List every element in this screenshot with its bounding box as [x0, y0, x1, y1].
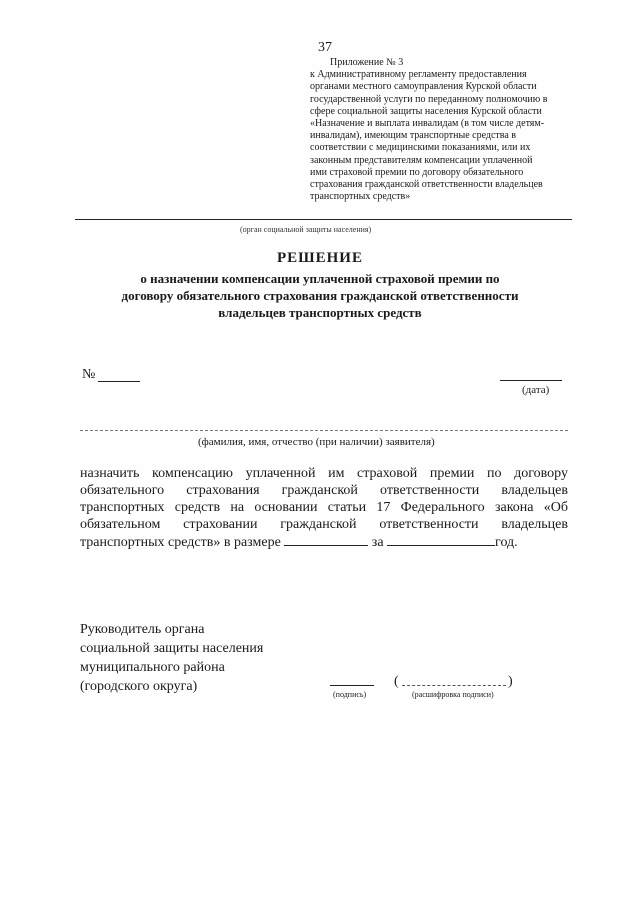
body-line: обязательном страховании гражданской ответственности владельцев	[80, 517, 568, 532]
appendix-line: транспортных средств»	[310, 191, 411, 203]
signature-field-line[interactable]	[330, 685, 374, 686]
body-line: обязательного страхования гражданской ответственности владельцев	[80, 483, 568, 498]
appendix-line: к Административному регламенту предоставления	[310, 69, 527, 81]
appendix-line: органами местного самоуправления Курской области	[310, 81, 537, 93]
subtitle-line: договору обязательного страхования гражданской ответственности	[121, 288, 519, 303]
body-line: назначить компенсацию уплаченной им страховой премии по договору	[80, 466, 568, 481]
period-prefix: за	[371, 535, 384, 550]
signature-decode-caption: (расшифровка подписи)	[412, 690, 494, 699]
applicant-name-caption: (фамилия, имя, отчество (при наличии) заявителя)	[198, 436, 435, 448]
appendix-line: сфере социальной защиты населения Курской области	[310, 105, 542, 117]
appendix-header	[310, 57, 572, 203]
appendix-line: «Назначение и выплата инвалидам (в том числе детям-	[310, 118, 545, 130]
amount-prefix: транспортных средств» в размере	[80, 535, 281, 550]
body-line: транспортных средств на основании статьи 17 Федерального закона «Об	[80, 500, 568, 515]
decision-body	[80, 465, 568, 551]
signature-caption: (подпись)	[333, 690, 367, 699]
number-field-line[interactable]	[98, 381, 140, 382]
signatory-block	[80, 620, 263, 696]
signatory-line: Руководитель органа	[80, 622, 205, 637]
decode-paren-open: (	[394, 674, 399, 689]
signatory-line: социальной защиты населения	[80, 641, 264, 656]
number-label: №	[82, 367, 96, 382]
subtitle-line: о назначении компенсации уплаченной страховой премии по	[140, 271, 500, 286]
appendix-line: ими страховой премии по договору обязательного	[310, 166, 524, 178]
date-caption: (дата)	[522, 384, 550, 396]
appendix-line: государственной услуги по переданному полномочию в	[310, 93, 548, 105]
subtitle-line: владельцев транспортных средств	[218, 305, 422, 320]
signatory-line: муниципального района	[80, 660, 225, 675]
body-line-amount	[80, 533, 568, 551]
document-subtitle	[70, 270, 570, 321]
amount-field-line[interactable]	[284, 533, 368, 546]
org-field-line[interactable]	[75, 219, 572, 220]
signatory-line: (городского округа)	[80, 679, 198, 694]
date-field-line[interactable]	[500, 380, 562, 381]
appendix-title: Приложение № 3	[330, 57, 404, 68]
year-suffix: год.	[495, 535, 518, 550]
applicant-name-field-line[interactable]	[80, 430, 568, 431]
page-number: 37	[318, 40, 332, 55]
document-title: РЕШЕНИЕ	[277, 250, 363, 266]
appendix-line: инвалидам), имеющим транспортные средства в	[310, 130, 517, 142]
appendix-line: соответствии с медицинскими показаниями, или их	[310, 142, 531, 154]
appendix-line: страхования гражданской ответственности владельцев	[310, 179, 543, 191]
year-field-line[interactable]	[387, 533, 495, 546]
signature-decode-field-line[interactable]	[402, 685, 506, 686]
org-caption: (орган социальной защиты населения)	[240, 225, 372, 234]
decode-paren-close: )	[508, 674, 513, 689]
appendix-line: законным представителям компенсации уплаченной	[310, 154, 533, 166]
